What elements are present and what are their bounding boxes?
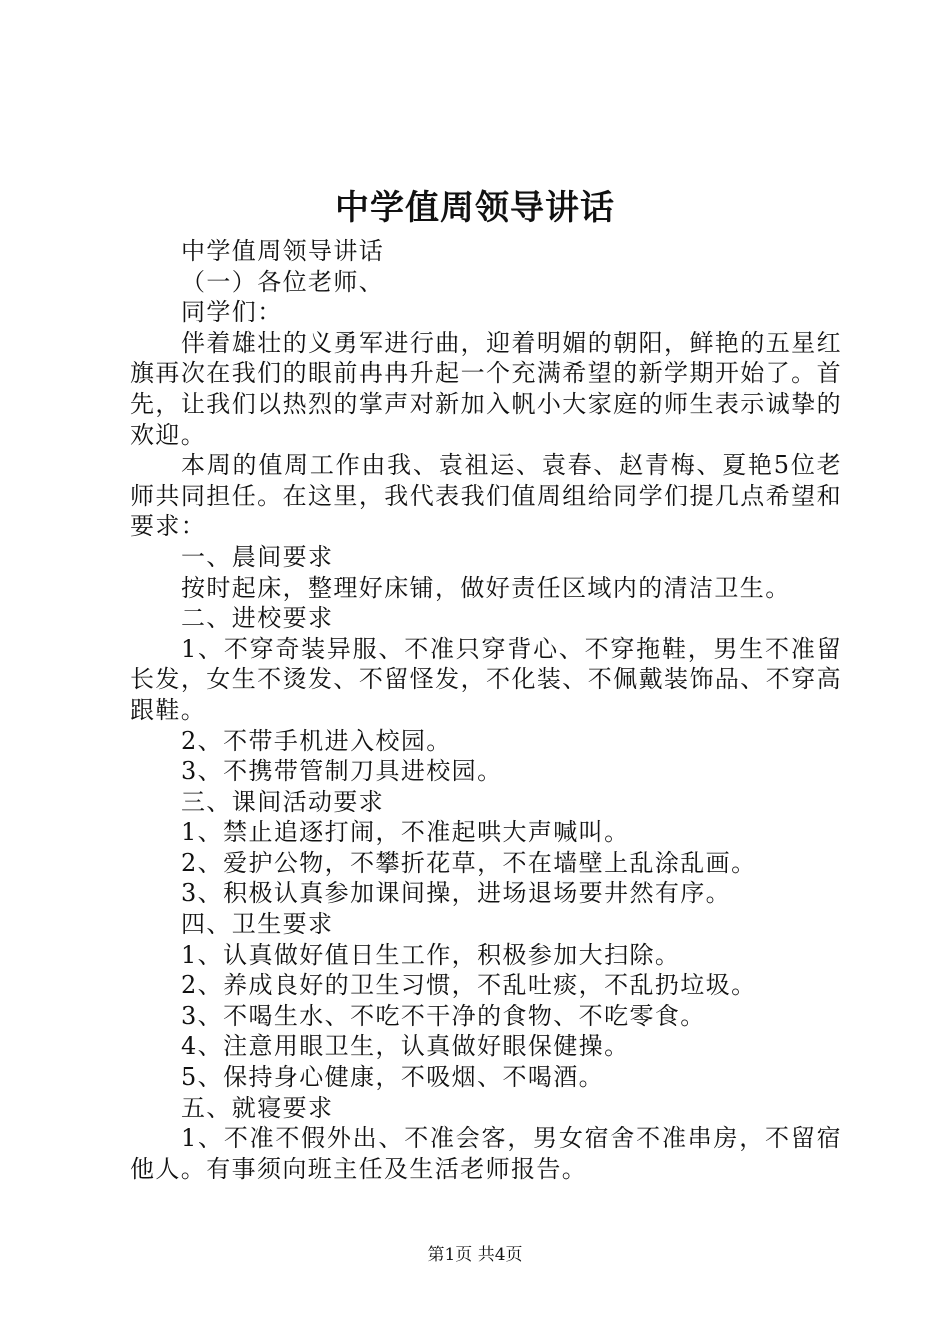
paragraph-duty-team: 本周的值周工作由我、袁祖运、袁春、赵青梅、夏艳5位老师共同担任。在这里，我代表我们值周组给同学们提几点希望和要求：	[130, 451, 842, 541]
paragraph-subtitle: 中学值周领导讲话	[181, 237, 385, 265]
list-item: 4、注意用眼卫生，认真做好眼保健操。	[181, 1032, 630, 1061]
paragraph-greeting-1: （一）各位老师、	[181, 267, 385, 296]
page-footer: 第1页 共4页	[427, 1245, 523, 1265]
list-item: 2、养成良好的卫生习惯，不乱吐痰，不乱扔垃圾。	[181, 971, 757, 1000]
list-item: 1、不准不假外出、不准会客，男女宿舍不准串房，不留宿他人。有事须向班主任及生活老师报告。	[130, 1124, 842, 1183]
list-item: 2、不带手机进入校园。	[181, 726, 452, 755]
paragraph-opening: 伴着雄壮的义勇军进行曲，迎着明媚的朝阳，鲜艳的五星红旗再次在我们的眼前冉冉升起一个充满希望的新学期开始了。首先，让我们以热烈的掌声对新加入帆小大家庭的师生表示诚挚的欢迎。	[130, 328, 842, 449]
list-item: 3、不喝生水、不吃不干净的食物、不吃零食。	[181, 1001, 706, 1030]
list-item: 2、爱护公物，不攀折花草，不在墙壁上乱涂乱画。	[181, 848, 757, 877]
document-body	[130, 236, 842, 1184]
section-heading-hygiene: 四、卫生要求	[181, 910, 334, 939]
section-heading-entry: 二、进校要求	[181, 604, 334, 633]
list-item: 1、不穿奇装异服、不准只穿背心、不穿拖鞋，男生不准留长发，女生不烫发、不留怪发，不化装、不佩戴装饰品、不穿高跟鞋。	[130, 634, 842, 724]
list-item: 1、禁止追逐打闹，不准起哄大声喊叫。	[181, 818, 630, 847]
section-heading-morning: 一、晨间要求	[181, 542, 334, 571]
page-title: 中学值周领导讲话	[335, 188, 615, 228]
list-item: 5、保持身心健康，不吸烟、不喝酒。	[181, 1063, 605, 1092]
section-heading-bedtime: 五、就寝要求	[181, 1093, 334, 1122]
section-heading-break: 三、课间活动要求	[181, 787, 385, 816]
paragraph-morning-item: 按时起床，整理好床铺，做好责任区域内的清洁卫生。	[181, 573, 791, 602]
paragraph-greeting-2: 同学们：	[181, 298, 283, 327]
list-item: 3、积极认真参加课间操，进场退场要井然有序。	[181, 879, 732, 908]
list-item: 3、不携带管制刀具进校园。	[181, 757, 503, 786]
list-item: 1、认真做好值日生工作，积极参加大扫除。	[181, 940, 681, 969]
